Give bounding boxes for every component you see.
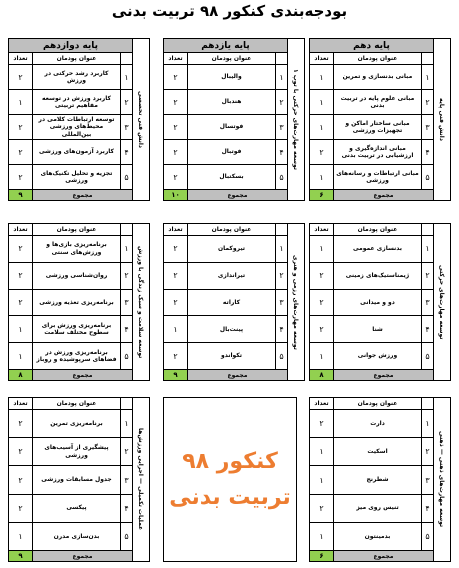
row-count: ۱ — [310, 236, 334, 262]
row-count: ۲ — [310, 495, 334, 522]
side-label: توسعه مهارت‌های حرکتی با توپ ۱ — [292, 69, 299, 170]
row-number: ۵ — [275, 343, 287, 369]
row-number: ۳ — [275, 290, 287, 316]
table-header — [9, 398, 132, 410]
total-row — [9, 550, 132, 561]
row-title: فوتبال — [221, 148, 242, 156]
table-row — [9, 263, 132, 290]
row-count: ۲ — [310, 263, 334, 289]
card-side — [132, 398, 149, 561]
row-title: جدول مسابقات ورزشی — [41, 476, 112, 484]
table-row — [9, 495, 132, 523]
total-label: مجموع — [373, 191, 394, 199]
card-grade11-racket — [163, 38, 305, 201]
row-number: ۴ — [421, 316, 433, 342]
total-value: ۹ — [9, 190, 33, 200]
table-body — [9, 65, 132, 189]
total-value: ۸ — [9, 370, 33, 380]
row-count: ۱ — [310, 523, 334, 550]
card-table — [164, 224, 287, 380]
header-count: تعداد — [310, 53, 334, 64]
grade-band: پایه یازدهم — [164, 39, 287, 53]
total-value: ۸ — [310, 370, 334, 380]
row-title: مبانی علوم پایه در تربیت بدنی — [340, 94, 415, 109]
card-side — [287, 224, 304, 380]
table-row — [9, 438, 132, 466]
promo-line-2: تربیت بدنی — [169, 484, 291, 510]
total-value: ۶ — [310, 551, 334, 561]
row-number: ۱ — [275, 65, 287, 89]
row-title: مبانی ساختار اماکن و تجهیزات ورزشی — [345, 119, 410, 134]
table-row — [9, 466, 132, 494]
row-count: ۲ — [164, 290, 188, 316]
table-row — [310, 466, 433, 494]
table-row — [164, 343, 287, 369]
row-count: ۲ — [164, 343, 188, 369]
table-row — [310, 290, 433, 317]
table-row — [164, 236, 287, 263]
row-title: شنا — [372, 325, 383, 333]
total-value: ۹ — [9, 551, 33, 561]
row-count: ۲ — [9, 495, 33, 522]
card-grade11-ball2 — [163, 223, 305, 381]
table-header — [9, 224, 132, 236]
row-title: شطرنج — [366, 476, 389, 484]
row-number: ۵ — [120, 343, 132, 369]
header-num — [275, 224, 287, 235]
grade-band: پایه دوازدهم — [9, 39, 132, 53]
row-count: ۲ — [9, 165, 33, 189]
row-title: بدمینتون — [364, 532, 391, 540]
row-count: ۲ — [310, 140, 334, 164]
row-number: ۳ — [120, 115, 132, 139]
table-row — [164, 140, 287, 165]
total-label: مجموع — [373, 552, 394, 560]
table-row — [310, 495, 433, 523]
row-title: مبانی ارتباطات و رسانه‌های ورزشی — [336, 169, 419, 184]
table-header — [310, 398, 433, 410]
row-count: ۲ — [9, 236, 33, 262]
row-number: ۴ — [421, 495, 433, 522]
row-number: ۴ — [120, 316, 132, 342]
side-label: دانش فنی تخصصی — [137, 91, 144, 148]
row-title: کاربرد ورزش در توسعه مفاهیم تربیتی — [42, 94, 111, 109]
row-title: بسکتبال — [219, 173, 244, 181]
row-count: ۲ — [9, 263, 33, 289]
table-row — [310, 115, 433, 140]
row-count: ۲ — [9, 140, 33, 164]
header-title: عنوان پودمان — [56, 55, 97, 62]
row-title: برنامه‌ریزی تغذیه ورزشی — [39, 298, 114, 306]
table-body — [9, 410, 132, 550]
table-row — [310, 236, 433, 263]
header-title: عنوان پودمان — [211, 226, 252, 233]
row-count: ۱ — [310, 65, 334, 89]
table-row — [9, 316, 132, 343]
table-row — [310, 316, 433, 343]
header-num — [120, 224, 132, 235]
row-number: ۳ — [421, 466, 433, 493]
row-title: اسکیت — [367, 448, 388, 456]
card-side — [433, 39, 450, 200]
total-label: مجموع — [72, 552, 93, 560]
row-count: ۱ — [9, 316, 33, 342]
row-count: ۱ — [310, 438, 334, 465]
row-count: ۲ — [310, 290, 334, 316]
side-label: توسعه مهارت‌های ذهنی — ذهنی — [438, 431, 445, 528]
row-count: ۲ — [164, 236, 188, 262]
side-label: توسعه مهارت‌های حرکتی — [438, 264, 445, 340]
header-title: عنوان پودمان — [357, 400, 398, 407]
grade-band: پایه دهم — [310, 39, 433, 53]
header-num — [421, 53, 433, 64]
row-title: تجزیه و تحلیل تکنیک‌های ورزشی — [40, 169, 113, 184]
table-body — [310, 236, 433, 369]
row-number: ۵ — [275, 165, 287, 189]
table-row — [310, 410, 433, 438]
side-label: توسعه سلامت و سبک زندگی با ورزش — [137, 245, 144, 359]
row-number: ۵ — [421, 343, 433, 369]
row-count: ۲ — [9, 65, 33, 89]
total-row — [164, 189, 287, 200]
table-row — [164, 90, 287, 115]
row-count: ۲ — [164, 90, 188, 114]
row-count: ۲ — [9, 115, 33, 139]
row-title: برنامه‌ریزی ورزش برای سطوح مختلف سلامت — [41, 321, 112, 337]
row-count: ۲ — [164, 140, 188, 164]
header-count: تعداد — [310, 224, 334, 235]
table-row — [9, 523, 132, 550]
row-title: پیکسی — [66, 504, 87, 512]
row-count: ۱ — [310, 343, 334, 369]
row-number: ۴ — [120, 140, 132, 164]
row-title: ژیمناستیک‌های زمینی — [345, 271, 410, 279]
row-count: ۲ — [310, 410, 334, 437]
card-grade12-specialized — [8, 38, 150, 201]
row-number: ۳ — [421, 290, 433, 316]
header-count: تعداد — [164, 224, 188, 235]
row-title: برنامه‌ریزی بازی‌ها و ورزش‌های سنتی — [46, 241, 107, 256]
total-label: مجموع — [72, 371, 93, 379]
header-num — [120, 398, 132, 409]
row-number: ۲ — [421, 90, 433, 114]
row-count: ۲ — [310, 316, 334, 342]
side-label: دانش فنی پایه — [438, 98, 445, 141]
row-number: ۱ — [275, 236, 287, 262]
row-number: ۱ — [120, 410, 132, 437]
row-number: ۴ — [120, 495, 132, 522]
promo-line-1: کنکور ۹۸ — [182, 449, 278, 475]
card-table — [9, 398, 132, 561]
card-side — [132, 39, 149, 200]
row-count: ۲ — [164, 115, 188, 139]
page-title: بودجه‌بندی کنکور ۹۸ تربیت بدنی — [111, 2, 348, 20]
row-count: ۱ — [310, 466, 334, 493]
table-row — [9, 140, 132, 165]
row-title: پیشگیری از آسیب‌های ورزشی — [44, 444, 109, 459]
total-label: مجموع — [373, 371, 394, 379]
table-row — [310, 165, 433, 189]
row-number: ۴ — [421, 140, 433, 164]
table-row — [9, 290, 132, 317]
header-num — [421, 224, 433, 235]
row-number: ۲ — [275, 90, 287, 114]
header-count: تعداد — [9, 224, 33, 235]
row-count: ۱ — [9, 343, 33, 369]
row-title: تیروکمان — [217, 245, 246, 253]
table-row — [164, 165, 287, 189]
row-count: ۱ — [9, 90, 33, 114]
row-title: بدن‌سازی مدرن — [53, 532, 100, 540]
card-table — [310, 398, 433, 561]
row-title: بدنسازی عمومی — [352, 245, 403, 253]
table-body — [9, 236, 132, 369]
header-num — [421, 398, 433, 409]
table-row — [164, 316, 287, 343]
row-count: ۲ — [164, 65, 188, 89]
card-table — [9, 224, 132, 380]
row-number: ۵ — [120, 523, 132, 550]
card-table — [164, 39, 287, 200]
card-grade12-health — [8, 223, 150, 381]
card-table — [310, 224, 433, 380]
card-side — [433, 398, 450, 561]
header-num — [120, 53, 132, 64]
row-number: ۵ — [421, 523, 433, 550]
total-row — [9, 189, 132, 200]
table-header — [310, 53, 433, 65]
row-number: ۴ — [275, 316, 287, 342]
row-number: ۳ — [275, 115, 287, 139]
row-number: ۲ — [120, 438, 132, 465]
table-row — [310, 140, 433, 165]
table-row — [9, 65, 132, 90]
promo-box — [163, 397, 297, 562]
row-title: فوتسال — [219, 123, 244, 131]
header-count: تعداد — [310, 398, 334, 409]
card-side — [433, 224, 450, 380]
row-count: ۲ — [9, 438, 33, 465]
table-row — [9, 236, 132, 263]
table-header — [9, 53, 132, 65]
row-count: ۱ — [164, 316, 188, 342]
table-row — [310, 90, 433, 115]
total-row — [310, 189, 433, 200]
row-number: ۴ — [275, 140, 287, 164]
row-title: تنیس روی میز — [356, 504, 399, 512]
row-number: ۳ — [421, 115, 433, 139]
row-title: کاربرد آزمون‌های ورزشی — [38, 148, 115, 156]
header-count: تعداد — [164, 53, 188, 64]
row-title: ورزش جوانی — [357, 352, 398, 360]
total-value: ۱۰ — [164, 190, 188, 200]
header-count: تعداد — [9, 53, 33, 64]
table-row — [164, 263, 287, 290]
table-header — [164, 224, 287, 236]
row-title: توسعه ارتباطات کلامی در محیط‌های ورزشی بین‌المللی — [38, 115, 115, 138]
table-body — [164, 65, 287, 189]
row-title: دارت — [370, 419, 385, 427]
side-label: عملیات تکمیلی — اجرایی ورزش‌ها — [137, 428, 144, 531]
total-label: مجموع — [227, 371, 248, 379]
header-title: عنوان پودمان — [56, 226, 97, 233]
row-count: ۲ — [164, 263, 188, 289]
row-title: دو و میدانی — [360, 298, 395, 306]
table-row — [164, 115, 287, 140]
header-title: عنوان پودمان — [357, 226, 398, 233]
header-title: عنوان پودمان — [211, 55, 252, 62]
row-count: ۱ — [9, 523, 33, 550]
table-row — [9, 343, 132, 369]
row-count: ۲ — [9, 290, 33, 316]
row-title: مبانی بدنسازی و تمرین — [342, 73, 413, 81]
card-side — [132, 224, 149, 380]
table-row — [9, 115, 132, 140]
total-label: مجموع — [227, 191, 248, 199]
total-value: ۶ — [310, 190, 334, 200]
row-number: ۲ — [275, 263, 287, 289]
header-title: عنوان پودمان — [56, 400, 97, 407]
table-row — [310, 65, 433, 90]
header-num — [275, 53, 287, 64]
row-title: برنامه‌ریزی تمرین — [50, 419, 103, 427]
row-number: ۲ — [120, 90, 132, 114]
total-value: ۹ — [164, 370, 188, 380]
row-number: ۱ — [421, 65, 433, 89]
row-count: ۱ — [310, 165, 334, 189]
row-number: ۳ — [120, 466, 132, 493]
table-row — [164, 290, 287, 317]
card-side — [287, 39, 304, 200]
table-row — [9, 90, 132, 115]
total-row — [9, 369, 132, 380]
total-row — [310, 369, 433, 380]
side-label: توسعه مهارت‌های رزمی و هنری — [292, 254, 299, 350]
row-count: ۲ — [9, 466, 33, 493]
card-grade10-physics — [309, 38, 451, 201]
card-grade12-coaching — [8, 397, 150, 562]
table-row — [310, 343, 433, 369]
row-count: ۱ — [310, 90, 334, 114]
header-count: تعداد — [9, 398, 33, 409]
table-row — [310, 263, 433, 290]
row-title: مبانی اندازه‌گیری و ارزشیابی در تربیت بدنی — [341, 144, 414, 159]
row-number: ۵ — [421, 165, 433, 189]
row-title: روان‌شناسی ورزشی — [45, 271, 108, 279]
table-body — [310, 410, 433, 550]
header-title: عنوان پودمان — [357, 55, 398, 62]
table-body — [310, 65, 433, 189]
table-body — [164, 236, 287, 369]
row-title: کاربرد رشد حرکتی در ورزش — [44, 69, 109, 84]
row-number: ۲ — [421, 438, 433, 465]
table-header — [164, 53, 287, 65]
table-row — [164, 65, 287, 90]
total-row — [310, 550, 433, 561]
row-title: تیراندازی — [217, 271, 246, 279]
total-row — [164, 369, 287, 380]
row-title: تکواندو — [221, 352, 243, 360]
table-row — [310, 523, 433, 550]
row-number: ۲ — [120, 263, 132, 289]
card-table — [9, 39, 132, 200]
row-title: والیبال — [221, 73, 242, 81]
row-number: ۵ — [120, 165, 132, 189]
row-number: ۱ — [421, 410, 433, 437]
table-row — [9, 410, 132, 438]
card-grade10-mental — [309, 397, 451, 562]
row-number: ۲ — [421, 263, 433, 289]
card-grade10-motor — [309, 223, 451, 381]
row-title: پینت‌بال — [219, 325, 244, 333]
table-header — [310, 224, 433, 236]
row-title: کاراته — [222, 298, 241, 306]
row-number: ۳ — [120, 290, 132, 316]
card-table — [310, 39, 433, 200]
row-count: ۲ — [164, 165, 188, 189]
row-title: هندبال — [221, 98, 242, 106]
row-number: ۱ — [120, 236, 132, 262]
row-count: ۲ — [9, 410, 33, 437]
row-number: ۱ — [120, 65, 132, 89]
row-title: برنامه‌ریزی ورزش در فضاهای سرپوشیده و روباز — [36, 348, 117, 364]
table-row — [310, 438, 433, 466]
total-label: مجموع — [72, 191, 93, 199]
row-count: ۱ — [310, 115, 334, 139]
row-number: ۱ — [421, 236, 433, 262]
table-row — [9, 165, 132, 189]
